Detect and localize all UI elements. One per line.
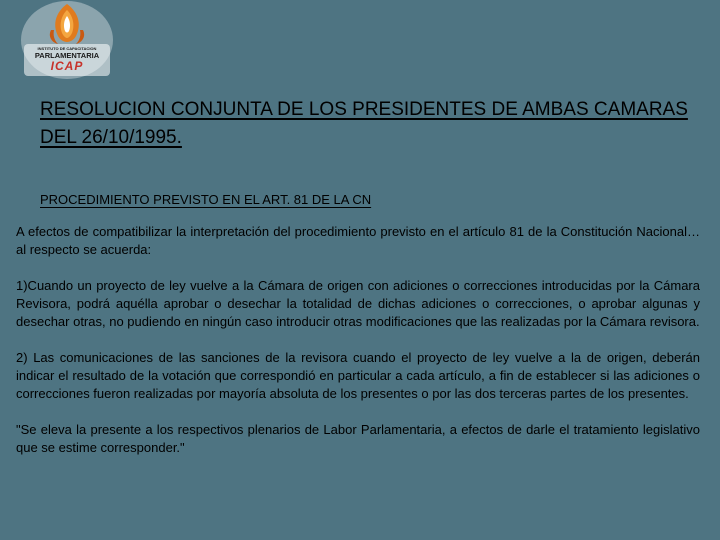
paragraph-point-2: 2) Las comunicaciones de las sanciones de la revisora cuando el proyecto de ley vuelve a la de origen, deberán indicar el resultado de la votación que correspondió en particular a cada artículo, a fin de establecer si las adiciones o correcciones fueron realizadas por mayoría absoluta de los presentes o por las dos terceras partes de los presentes.	[16, 350, 700, 401]
logo-icap-text: ICAP	[50, 59, 84, 73]
body-text	[16, 223, 700, 475]
paragraph-closing: "Se eleva la presente a los respectivos plenarios de Labor Parlamentaria, a efectos de darle el tratamiento legislativo que se estime corresponder."	[16, 422, 700, 455]
logo-parlamentaria-text: PARLAMENTARIA	[34, 51, 100, 60]
page-title: RESOLUCION CONJUNTA DE LOS PRESIDENTES DE AMBAS CAMARAS DEL 26/10/1995.	[40, 99, 688, 148]
section-subtitle: PROCEDIMIENTO PREVISTO EN EL ART. 81 DE LA CN	[40, 192, 372, 207]
paragraph-point-1: 1)Cuando un proyecto de ley vuelve a la Cámara de origen con adiciones o correcciones introducidas por la Cámara Revisora, podrá aquélla aprobar o desechar la totalidad de dichas adiciones o correcciones, o aprobar algunas y desechar otras, no pudiendo en ningún caso introducir otras modificaciones que las realizadas por la Cámara revisora.	[16, 278, 700, 329]
paragraph-intro: A efectos de compatibilizar la interpretación del procedimiento previsto en el artículo 81 de la Constitución Nacional… al respecto se acuerda:	[16, 224, 700, 257]
icap-logo	[18, 0, 116, 80]
logo-institute-text: INSTITUTO DE CAPACITACION	[37, 46, 97, 51]
